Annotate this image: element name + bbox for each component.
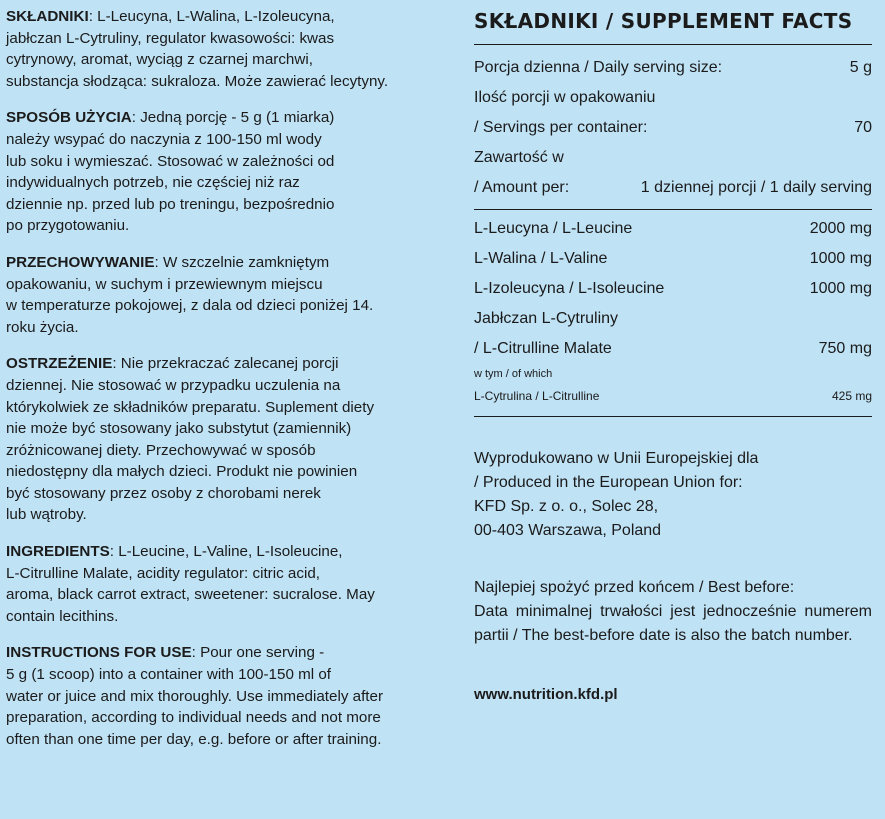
nutrient-value: 750 mg (818, 340, 872, 357)
section-instructions (6, 642, 438, 750)
sub-nutrient-value: 425 mg (831, 389, 872, 403)
divider (474, 209, 872, 210)
nutrient-row (474, 304, 872, 334)
nutrient-value: 1000 mg (809, 250, 872, 267)
section-text: : Pour one serving - 5 g (1 scoop) into a container with 100-150 ml of water or juice and mix thoroughly. Use immediately after preparation, according to individual needs and not more often than one time per day, e.g. before or after training. (6, 644, 384, 748)
serving-size-label: Porcja dzienna / Daily serving size: (474, 59, 723, 76)
serving-size-row (474, 53, 872, 83)
sub-nutrient-row (474, 384, 872, 408)
of-which-row (474, 364, 872, 384)
website-url: www.nutrition.kfd.pl (474, 686, 618, 703)
section-text: : W szczelnie zamkniętym opakowaniu, w suchym i przewiewnym miejscu w temperaturze pokojowej, z dala od dzieci poniżej 14. roku życia. (6, 253, 374, 336)
divider (474, 416, 872, 417)
nutrient-row (474, 334, 872, 364)
section-sposob-uzycia (6, 107, 438, 237)
servings-pl-row (474, 83, 872, 113)
section-text: : Nie przekraczać zalecanej porcji dziennej. Nie stosować w przypadku uczulenia na którykolwiek ze składników preparatu. Suplement diety nie może być stosowany jako substytut (zamiennik) zróżnicowanej diety. Przechowywać w sposób niedostępny dla małych dzieci. Produkt nie powinien być stosowany przez osoby z chorobami nerek lub wątroby. (6, 355, 375, 524)
servings-en-label: / Servings per container: (474, 119, 648, 136)
amount-pl-row (474, 143, 872, 173)
section-ingredients (6, 541, 438, 627)
nutrient-value: 1000 mg (809, 280, 872, 297)
best-before-label: Najlepiej spożyć przed końcem / Best before: (474, 579, 795, 596)
servings-value: 70 (854, 119, 872, 136)
sub-nutrient-name: L-Cytrulina / L-Citrulline (474, 389, 600, 403)
nutrient-name: L-Walina / L-Valine (474, 250, 608, 267)
nutrient-row (474, 244, 872, 274)
section-text: : L-Leucine, L-Valine, L-Isoleucine, L-Citrulline Malate, acidity regulator: citric acid, aroma, black carrot extract, sweetener: sucralose. May contain lecithins. (6, 543, 375, 625)
amount-pl-label: Zawartość w (474, 149, 564, 166)
section-heading: SPOSÓB UŻYCIA (6, 109, 132, 127)
producer-info: Wyprodukowano w Unii Europejskiej dla / Produced in the European Union for: KFD Sp. z o. o., Solec 28, 00-403 Warszawa, Poland (474, 450, 759, 539)
nutrient-name: / L-Citrulline Malate (474, 340, 612, 357)
nutrient-value: 2000 mg (809, 220, 872, 237)
of-which-label: w tym / of which (474, 368, 553, 380)
left-column (6, 6, 438, 765)
nutrient-name: L-Izoleucyna / L-Isoleucine (474, 280, 665, 297)
amount-en-label: / Amount per: (474, 179, 570, 196)
nutrient-name: L-Leucyna / L-Leucine (474, 220, 633, 237)
best-before-info (474, 576, 872, 648)
nutrient-row (474, 214, 872, 244)
facts-title: SKŁADNIKI / SUPPLEMENT FACTS (474, 9, 853, 33)
amount-row (474, 173, 872, 203)
amount-value: 1 dziennej porcji / 1 daily serving (640, 179, 872, 196)
section-skladniki (6, 6, 438, 92)
nutrient-name: Jabłczan L-Cytruliny (474, 310, 619, 327)
supplement-facts-panel (474, 8, 872, 703)
servings-row (474, 113, 872, 143)
section-text: : L-Leucyna, L-Walina, L-Izoleucyna, jabłczan L-Cytruliny, regulator kwasowości: kwas cytrynowy, aromat, wyciąg z czarnej marchwi, substancja słodząca: sukraloza. Może zawierać lecytyny. (6, 8, 389, 90)
section-przechowywanie (6, 252, 438, 338)
servings-pl-label: Ilość porcji w opakowaniu (474, 89, 656, 106)
section-ostrzezenie (6, 353, 438, 526)
serving-size-value: 5 g (849, 59, 872, 76)
best-before-note: Data minimalnej trwałości jest jednocześnie numerem partii / The best-before date is also the batch number. (474, 603, 872, 644)
section-text: : Jedną porcję - 5 g (1 miarka) należy wsypać do naczynia z 100-150 ml wody lub soku i wymieszać. Stosować w zależności od indywidualnych potrzeb, nie częściej niż raz dziennie np. przed lub po treningu, bezpośrednio po przygotowaniu. (6, 109, 335, 235)
nutrient-row (474, 274, 872, 304)
section-heading: OSTRZEŻENIE (6, 355, 113, 373)
divider (474, 44, 872, 45)
section-heading: INGREDIENTS (6, 543, 110, 561)
section-heading: INSTRUCTIONS FOR USE (6, 644, 192, 662)
section-heading: SKŁADNIKI (6, 8, 89, 25)
section-heading: PRZECHOWYWANIE (6, 253, 155, 271)
